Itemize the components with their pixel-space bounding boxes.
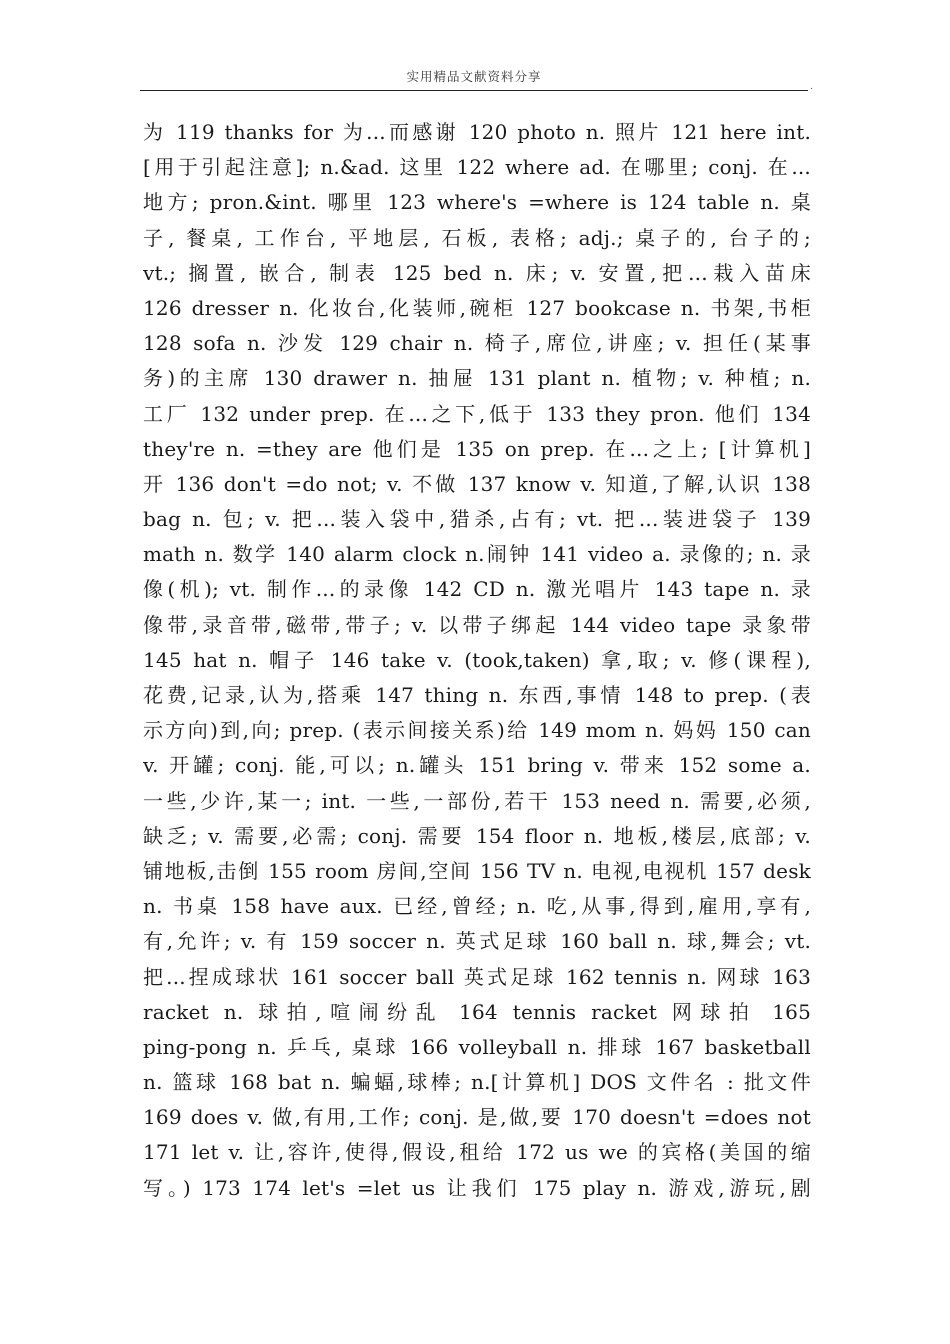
text-line: 169 does v. 做,有用,工作; conj. 是,做,要 170 doesn't =does not <box>143 1105 811 1130</box>
header-title: 实用精品文献资料分享 <box>406 69 542 84</box>
text-line: n. 篮球 168 bat n. 蝙蝠,球棒; n.[计算机] DOS 文件名 : 批文件 <box>143 1070 811 1095</box>
text-line: 写。) 173 174 let's =let us 让我们 175 play n. 游戏,游玩,剧 <box>143 1175 811 1200</box>
text-line: 地方; pron.&int. 哪里 123 where's =where is 124 table n. 桌 <box>143 190 811 215</box>
text-line: 为 119 thanks for 为...而感谢 120 photo n. 照片 121 here int. <box>143 120 811 144</box>
text-line: math n. 数学 140 alarm clock n.闹钟 141 video a. 录像的; n. 录 <box>143 542 811 567</box>
text-line: 子, 餐桌, 工作台, 平地层, 石板, 表格; adj.; 桌子的, 台子的; <box>143 225 811 250</box>
text-line: 145 hat n. 帽子 146 take v. (took,taken) 拿,取; v. 修(课程), <box>143 647 811 672</box>
text-line: 一些,少许,某一; int. 一些,一部份,若干 153 need n. 需要,必须, <box>143 788 811 813</box>
text-line: 花费,记录,认为,搭乘 147 thing n. 东西,事情 148 to prep. (表 <box>143 683 811 707</box>
text-line: vt.; 搁置, 嵌合, 制表 125 bed n. 床; v. 安置,把...栽入苗床 <box>143 260 811 285</box>
text-line: [用于引起注意]; n.&ad. 这里 122 where ad. 在哪里; conj. 在... <box>143 155 811 180</box>
text-line: 铺地板,击倒 155 room 房间,空间 156 TV n. 电视,电视机 157 desk <box>143 858 811 883</box>
header-mark: . <box>810 82 814 92</box>
text-line: 128 sofa n. 沙发 129 chair n. 椅子,席位,讲座; v. 担任(某事 <box>143 331 811 356</box>
text-line: 工厂 132 under prep. 在...之下,低于 133 they pron. 他们 134 <box>143 401 811 426</box>
text-line: ping-pong n. 乒乓, 桌球 166 volleyball n. 排球 167 basketball <box>143 1034 811 1059</box>
text-line: 把...捏成球状 161 soccer ball 英式足球 162 tennis n. 网球 163 <box>143 964 811 989</box>
text-line: 像带,录音带,磁带,带子; v. 以带子绑起 144 video tape 录象带 <box>143 612 811 637</box>
text-line: 缺乏; v. 需要,必需; conj. 需要 154 floor n. 地板,楼层,底部; v. <box>143 823 811 848</box>
text-line: 示方向)到,向; prep. (表示间接关系)给 149 mom n. 妈妈 150 can <box>143 718 811 743</box>
text-line: racket n. 球拍,喧闹纷乱 164 tennis racket 网球拍 165 <box>143 999 811 1024</box>
text-line: v. 开罐; conj. 能,可以; n.罐头 151 bring v. 带来 152 some a. <box>143 753 811 778</box>
text-line: 像(机); vt. 制作...的录像 142 CD n. 激光唱片 143 tape n. 录 <box>143 577 811 602</box>
text-line: 务)的主席 130 drawer n. 抽屉 131 plant n. 植物; v. 种植; n. <box>143 366 811 391</box>
page-header <box>140 68 814 92</box>
text-line: they're n. =they are 他们是 135 on prep. 在...之上; [计算机] <box>143 436 811 461</box>
text-line: 开 136 don't =do not; v. 不做 137 know v. 知道,了解,认识 138 <box>143 471 811 496</box>
text-line: 126 dresser n. 化妆台,化装师,碗柜 127 bookcase n. 书架,书柜 <box>143 295 811 320</box>
text-line: 有,允许; v. 有 159 soccer n. 英式足球 160 ball n. 球,舞会; vt. <box>143 929 811 954</box>
text-line: bag n. 包; v. 把...装入袋中,猎杀,占有; vt. 把...装进袋子 139 <box>143 507 811 532</box>
body-text <box>143 115 811 1206</box>
text-line: 171 let v. 让,容许,使得,假设,租给 172 us we 的宾格(美国的缩 <box>143 1140 811 1165</box>
text-line: n. 书桌 158 have aux. 已经,曾经; n. 吃,从事,得到,雇用,享有, <box>143 894 811 919</box>
